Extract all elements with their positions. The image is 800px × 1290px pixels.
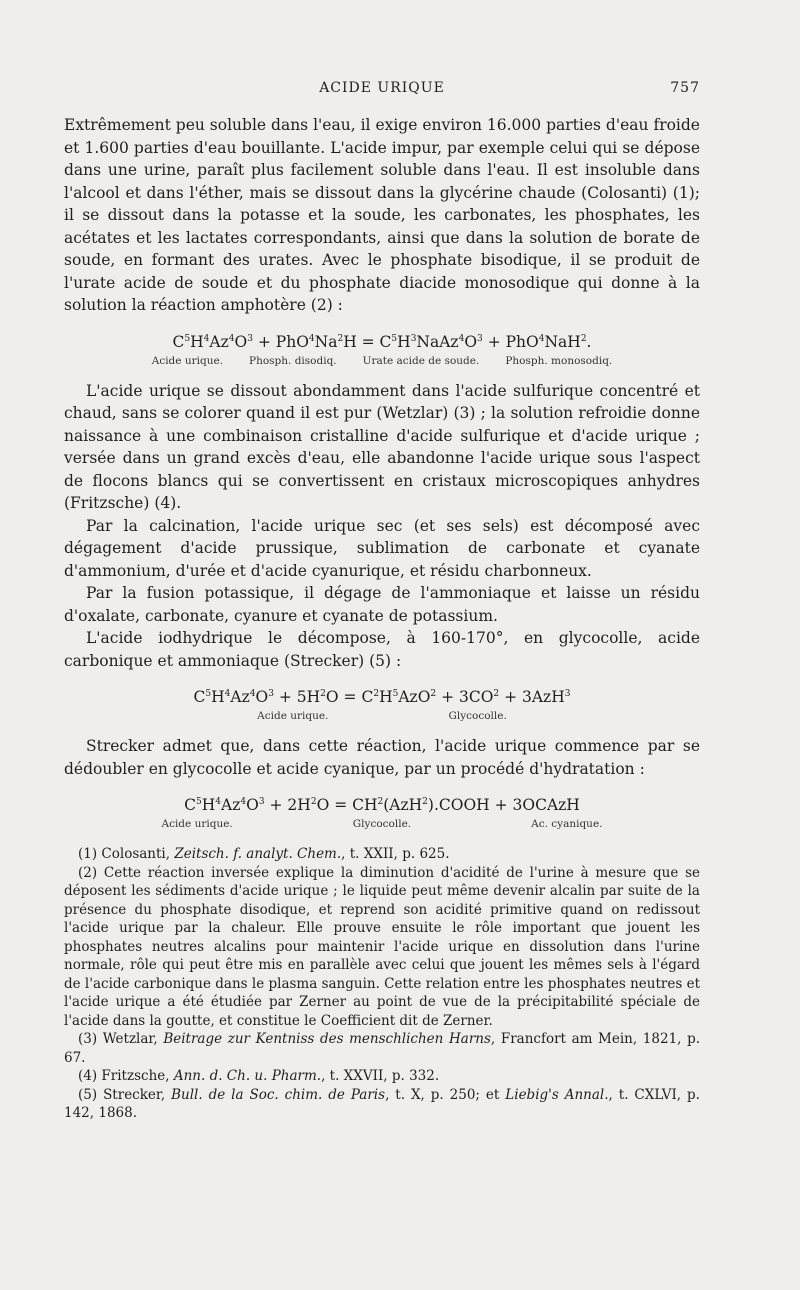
superscript: 4 bbox=[240, 797, 247, 808]
superscript: 2 bbox=[373, 689, 380, 700]
paragraph: L'acide iodhydrique le décompose, à 160-170°, en glycocolle, acide carbonique et ammoniaque (Strecker) (5) : bbox=[64, 629, 700, 670]
footnote: (5) Strecker, Bull. de la Soc. chim. de Paris, t. X, p. 250; et Liebig's Annal., t. CXLVI, p. 142, 1868. bbox=[64, 1086, 700, 1122]
footnotes bbox=[64, 845, 700, 1123]
superscript: 4 bbox=[249, 689, 256, 700]
equation-label: Phosph. disodiq. bbox=[249, 354, 337, 367]
superscript: 4 bbox=[228, 333, 235, 344]
superscript: 3 bbox=[410, 333, 417, 344]
superscript: 2 bbox=[377, 797, 384, 808]
paragraph: L'acide urique se dissout abondamment dans l'acide sulfurique concentré et chaud, sans se colorer quand il est pur (Wetzlar) (3) ; la solution refroidie donne naissance à une combinaison cristalline d'acide sulfurique et d'acide urique ; versée dans un grand excès d'eau, elle abandonne l'acide urique sous l'aspect de flocons blancs qui se convertissent en cristaux microscopiques anhydres (Fritzsche) (4). bbox=[64, 381, 700, 513]
equation-label: Acide urique. bbox=[257, 710, 329, 723]
superscript: 5 bbox=[196, 797, 202, 808]
equation: $C^5H^4Az^4O^3 + 2H^2O$ = $CH^2(AzH^2).COOH$ + 3OCAzH bbox=[184, 796, 580, 815]
superscript: 4 bbox=[308, 333, 315, 344]
footnote: (4) Fritzsche, Ann. d. Ch. u. Pharm., t. XXVII, p. 332. bbox=[78, 1068, 440, 1085]
superscript: 4 bbox=[224, 689, 231, 700]
page-number: 757 bbox=[670, 80, 700, 96]
superscript: 4 bbox=[538, 333, 545, 344]
equation-label: Glycocolle. bbox=[448, 710, 507, 723]
paragraph: Par la fusion potassique, il dégage de l'ammoniaque et laisse un résidu d'oxalate, carbonate, cyanure et cyanate de potassium. bbox=[64, 584, 700, 625]
superscript: 3 bbox=[564, 689, 571, 700]
superscript: 2 bbox=[320, 689, 326, 700]
equation-label: Acide urique. bbox=[161, 818, 233, 831]
superscript: 4 bbox=[458, 333, 465, 344]
superscript: 2 bbox=[430, 689, 437, 700]
superscript: 4 bbox=[203, 333, 210, 344]
equation-label: Phosph. monosodiq. bbox=[505, 354, 613, 367]
superscript: 5 bbox=[392, 689, 399, 700]
footnote: (1) Colosanti, Zeitsch. f. analyt. Chem., t. XXII, p. 625. bbox=[78, 846, 450, 863]
equation-label: Acide urique. bbox=[151, 354, 224, 367]
superscript: 3 bbox=[247, 333, 253, 344]
running-header bbox=[64, 80, 700, 102]
equation-labels bbox=[64, 817, 700, 831]
running-title: ACIDE URIQUE bbox=[319, 80, 445, 96]
superscript: 5 bbox=[184, 333, 191, 344]
superscript: 2 bbox=[310, 797, 317, 808]
paragraph: Strecker admet que, dans cette réaction, l'acide urique commence par se dédoubler en glycocolle et acide cyanique, par un procédé d'hydratation : bbox=[64, 737, 700, 778]
superscript: 2 bbox=[580, 333, 587, 344]
footnote: (3) Wetzlar, Beitrage zur Kentniss des menschlichen Harns, Francfort am Mein, 1821, p. 67. bbox=[64, 1031, 701, 1066]
footnote: (2) Cette réaction inversée explique la diminution d'acidité de l'urine à mesure que se déposent les sédiments d'acide urique ; le liquide peut même devenir alcalin par suite de la présence du phosphate disodique, et reprend son acidité primitive quand on redissout l'acide urique par la chaleur. Elle prouve ensuite le rôle important que jouent les phosphates neutres alcalins pour maintenir l'acide urique en dissolution dans l'urine normale, rôle qui peut être mis en parallèle avec celui que jouent les mêmes sels à l'égard de l'acide carbonique dans le plasma sanguin. Cette relation entre les phosphates neutres et l'acide urique a été étudiée par Zerner au point de vue de la précipitabilité spéciale de l'acide dans la goutte, et constitue le Coefficient dit de Zerner. bbox=[64, 864, 700, 1029]
equation-labels bbox=[64, 354, 700, 368]
superscript: 2 bbox=[337, 333, 344, 344]
superscript: 2 bbox=[422, 797, 428, 808]
page-body bbox=[64, 114, 700, 1123]
paragraph: Par la calcination, l'acide urique sec (et ses sels) est décomposé avec dégagement d'acide prussique, sublimation de carbonate et cyanate d'ammonium, d'urée et d'acide cyanurique, et résidu charbonneux. bbox=[64, 516, 700, 580]
superscript: 4 bbox=[215, 797, 222, 808]
equation: $C^5H^4Az^4O^3 + PhO^4Na^2H$ = $C^5H^3NaAz^4O^3 + PhO^4NaH^2$. bbox=[172, 332, 592, 351]
superscript: 3 bbox=[258, 797, 265, 808]
equation-label: Urate acide de soude. bbox=[362, 354, 480, 367]
equation-label: Ac. cyanique. bbox=[531, 818, 603, 831]
equation: $C^5H^4Az^4O^3 + 5H^2O = C^2H^5AzO^2 + 3CO^2 + 3AzH^3$ bbox=[193, 688, 571, 707]
paragraph: Extrêmement peu soluble dans l'eau, il exige environ 16.000 parties d'eau froide et 1.600 parties d'eau bouillante. L'acide impur, par exemple celui qui se dépose dans une urine, paraît plus facilement soluble dans l'eau. Il est insoluble dans l'alcool et dans l'éther, mais se dissout dans la glycérine chaude (Colosanti) (1); il se dissout dans la potasse et la soude, les carbonates, les phosphates, les acétates et les lactates correspondants, ainsi que dans la solution de borate de soude, en formant des urates. Avec le phosphate bisodique, il se produit de l'urate acide de soude et du phosphate diacide monosodique qui donne à la solution la réaction amphotère (2) : bbox=[64, 116, 700, 314]
equation-label: Glycocolle. bbox=[352, 818, 412, 831]
superscript: 2 bbox=[493, 689, 500, 700]
superscript: 5 bbox=[391, 333, 398, 344]
superscript: 3 bbox=[477, 333, 483, 344]
superscript: 3 bbox=[268, 689, 274, 700]
equation-labels bbox=[64, 709, 700, 723]
superscript: 5 bbox=[205, 689, 212, 700]
